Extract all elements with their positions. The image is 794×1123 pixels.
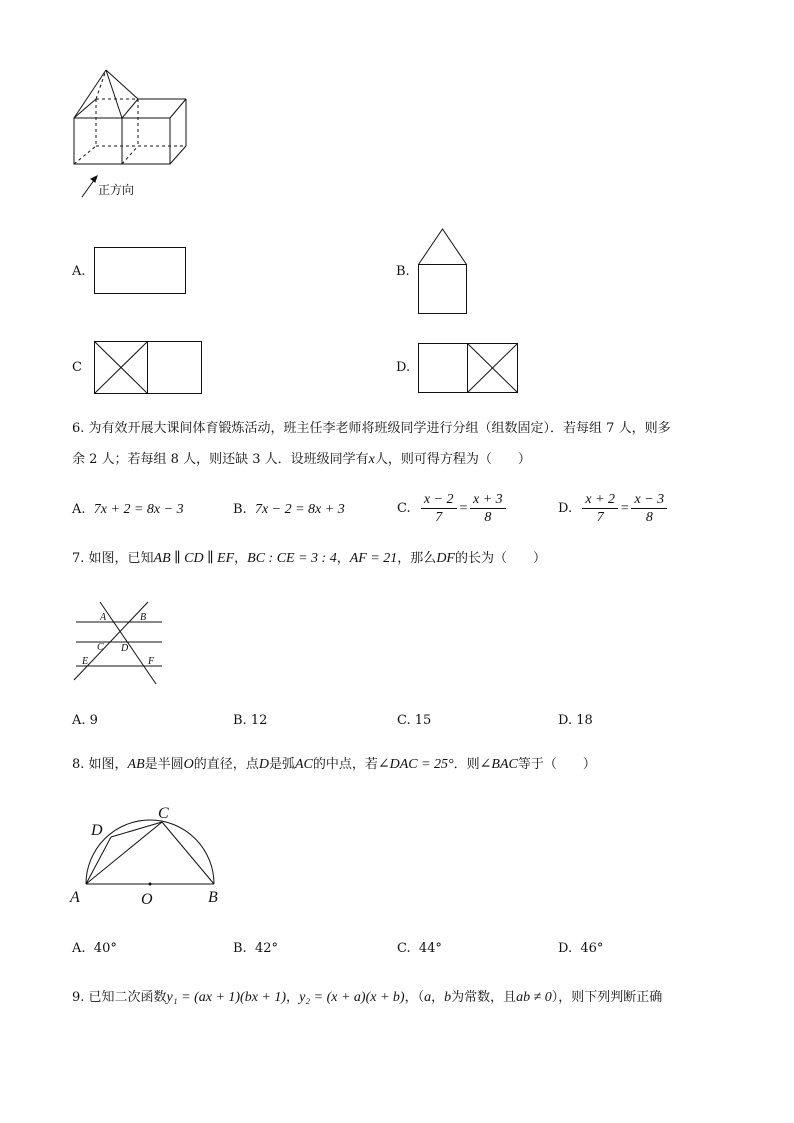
label-B: B: [140, 612, 147, 623]
label-C: C: [97, 642, 104, 653]
q6-stem-line2: 余 2 人；若每组 8 人，则还缺 3 人．设班级同学有x人，则可得方程为（ ）: [72, 452, 531, 467]
direction-label: 正方向: [98, 183, 135, 197]
q5-option-d-figure: [418, 343, 520, 395]
q5-option-c-figure: [94, 341, 204, 397]
label-B: B: [208, 889, 218, 906]
q8-option-c: C. 44°: [397, 941, 442, 956]
label-O: O: [141, 891, 153, 908]
label-F: F: [148, 656, 155, 667]
q7-parallel-lines-figure: [70, 598, 170, 688]
q6-option-c: C. $\frac{x - 2}{7}$ = $\frac{x + 3}{8}$: [397, 491, 508, 526]
q7-option-d: D. 18: [558, 713, 593, 728]
q7-option-b: B. 12: [233, 713, 268, 728]
q5-option-c-label: C: [72, 360, 82, 375]
q7-option-c: C. 15: [397, 713, 432, 728]
q8-stem: 8. 如图，AB是半圆O的直径，点D是弧AC的中点，若∠DAC = 25°．则∠BAC等于（ ）: [72, 757, 596, 772]
label-E: E: [82, 656, 89, 667]
q6-option-d: D. $\frac{x + 2}{7}$ = $\frac{x - 3}{8}$: [558, 491, 669, 526]
label-D: D: [91, 822, 103, 839]
q5-option-b-figure: [418, 228, 470, 316]
q8-option-a: A. 40°: [72, 941, 117, 956]
q7-option-a: A. 9: [72, 713, 98, 728]
q8-semicircle-figure: [66, 800, 236, 912]
q7-stem: 7. 如图，已知AB ∥ CD ∥ EF，BC : CE = 3 : 4，AF = 21，那么DF的长为（ ）: [72, 551, 546, 566]
q5-option-a-figure: [94, 247, 188, 295]
q6-stem-line1: 6. 为有效开展大课间体育锻炼活动，班主任李老师将班级同学进行分组（组数固定）．若每组 7 人，则多: [72, 421, 671, 436]
label-A: A: [100, 612, 107, 623]
q6-option-a: A. 7x + 2 = 8x − 3: [72, 502, 184, 517]
q8-option-d: D. 46°: [558, 941, 604, 956]
label-A: A: [70, 889, 80, 906]
q5-option-b-label: B.: [396, 264, 410, 279]
q5-option-d-label: D.: [396, 360, 411, 375]
q5-option-a-label: A.: [72, 264, 86, 279]
q9-stem: 9. 已知二次函数y₁ = (ax + 1)(bx + 1)，y₂ = (x + a)(x + b)，（a，b为常数，且ab ≠ 0），则下列判断正确: [72, 990, 663, 1005]
q6-option-b: B. 7x − 2 = 8x + 3: [233, 502, 345, 517]
label-C: C: [158, 805, 169, 822]
q8-option-b: B. 42°: [233, 941, 278, 956]
label-D: D: [121, 643, 129, 654]
